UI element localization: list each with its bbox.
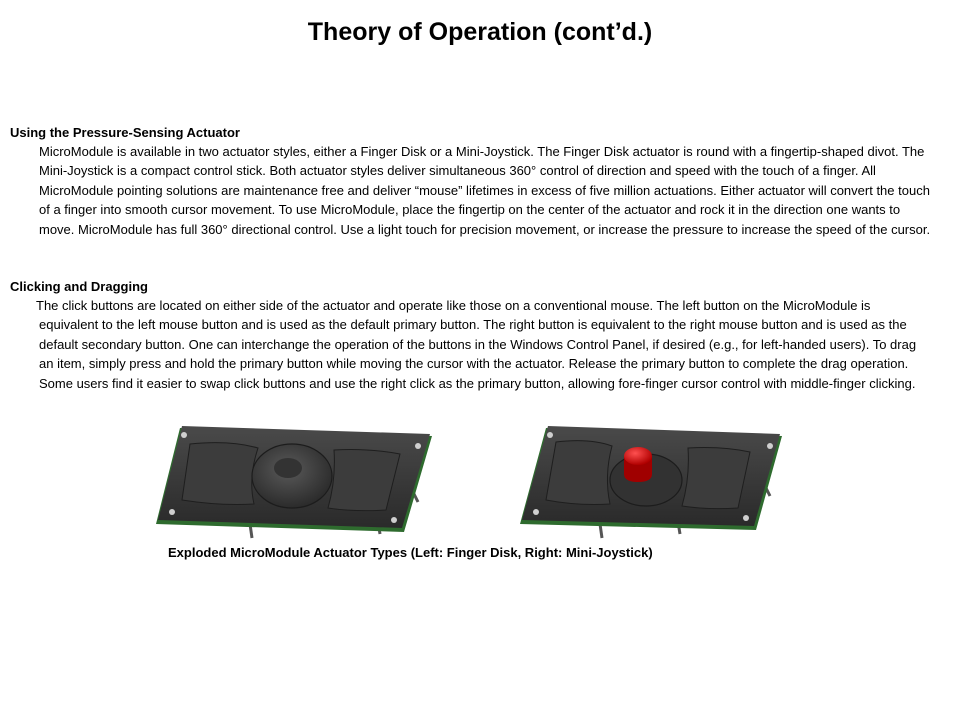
finger-disk-module-image <box>150 420 440 542</box>
section-pressure-sensing <box>10 123 932 239</box>
section-heading: Using the Pressure-Sensing Actuator <box>10 125 240 140</box>
section-clicking-dragging <box>10 277 932 393</box>
mini-joystick-module-image <box>512 420 792 542</box>
section-heading: Clicking and Dragging <box>10 279 148 294</box>
slide-title: Theory of Operation (cont’d.) <box>307 18 653 46</box>
figure-caption: Exploded MicroModule Actuator Types (Left: Finger Disk, Right: Mini-Joystick) <box>168 545 653 560</box>
section-body: MicroModule is available in two actuator styles, either a Finger Disk or a Mini-Joystick. The Finger Disk actuator is round with a fingertip-shaped divot. The Mini-Joystick is a compact control stick. Both actuator styles deliver simultaneous 360° control of direction and speed with the touch of a finger. All MicroModule pointing solutions are maintenance free and deliver “mouse” lifetimes in excess of five million actuations. Either actuator will convert the touch of a finger into smooth cursor movement. To use MicroModule, place the fingertip on the center of the actuator and rock it in the direction one wants to move. MicroModule has full 360° directional control. Use a light touch for precision movement, or increase the pressure to increase the speed of the cursor. <box>39 144 931 237</box>
section-body: The click buttons are located on either side of the actuator and operate like those on a conventional mouse. The left button on the MicroModule is equivalent to the left mouse button and is used as the default primary button. The right button is equivalent to the right mouse button and is used as the default secondary button. One can interchange the operation of the buttons in the Windows Control Panel, if desired (e.g., for left-handed users). To drag an item, simply press and hold the primary button while moving the cursor with the actuator. Release the primary button to complete the drag operation. Some users find it easier to swap click buttons and use the right click as the primary button, allowing fore-finger cursor control with middle-finger clicking. <box>36 298 917 391</box>
